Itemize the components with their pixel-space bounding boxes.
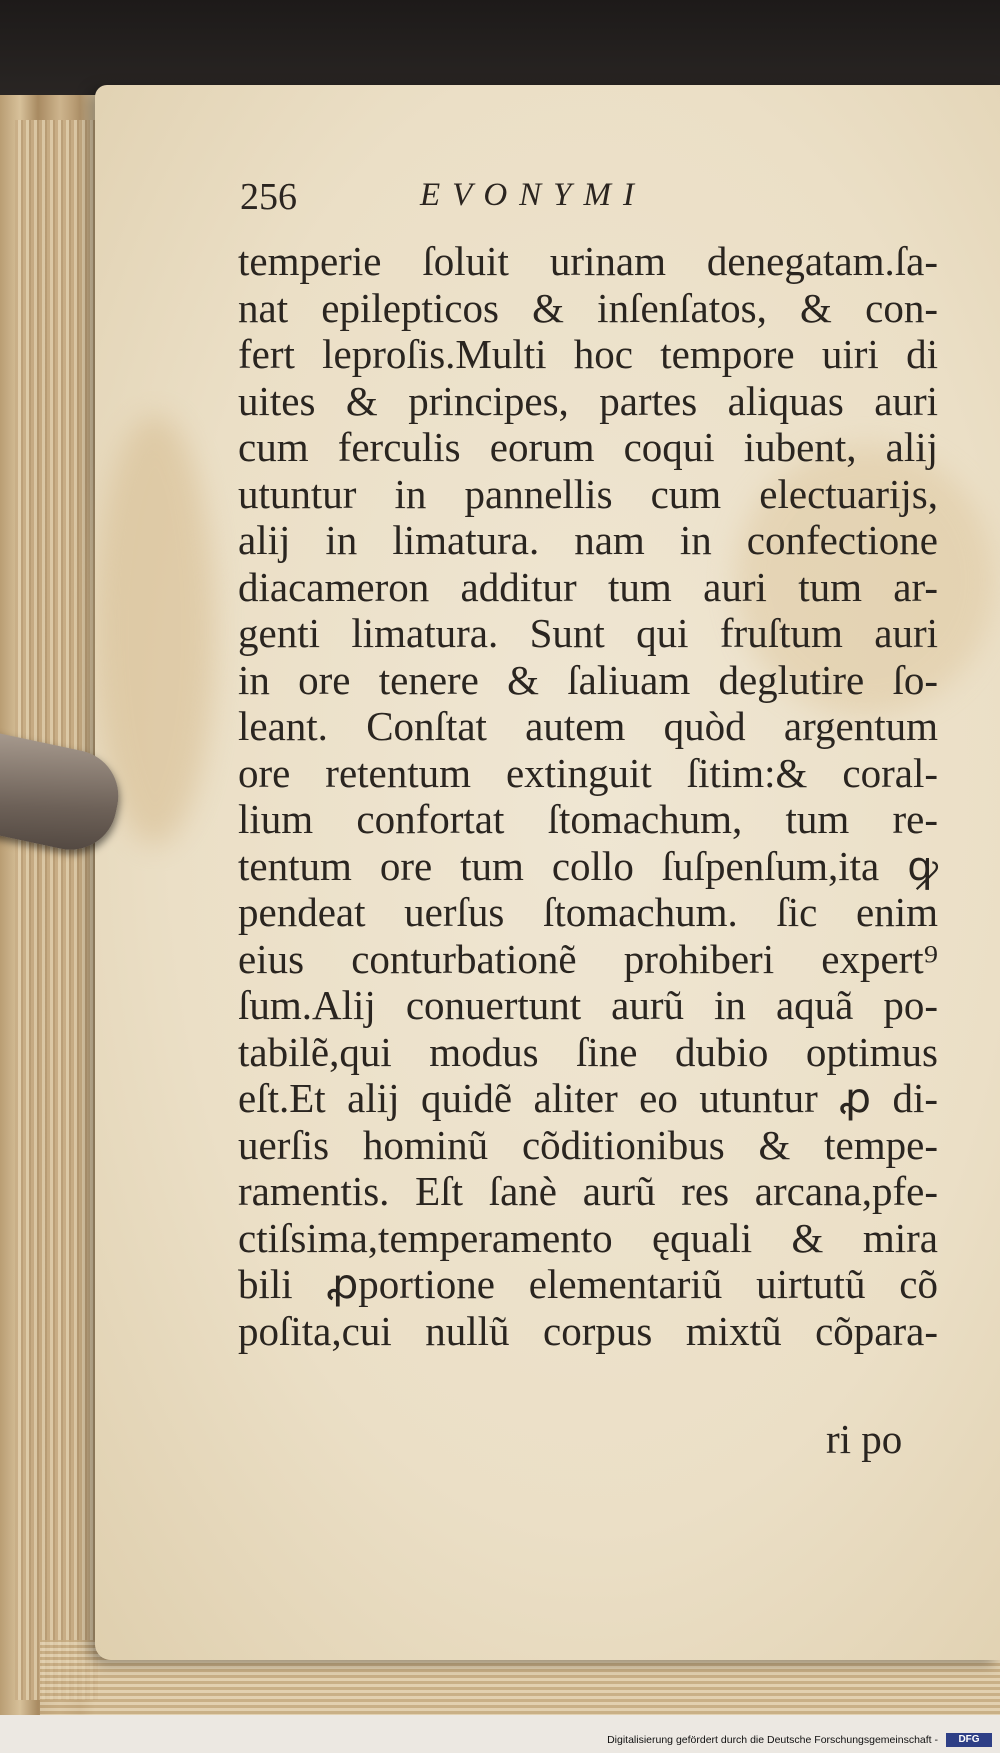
text-line: diacameron additur tum auri tum ar- [238, 563, 938, 610]
page-number: 256 [240, 176, 297, 218]
text-line: lium confortat ſtomachum, tum re- [238, 796, 938, 842]
text-line: tabilẽ,qui modus ſine dubio optimus [238, 1028, 938, 1075]
text-line: pendeat uerſus ſtomachum. ſic enim [238, 889, 938, 935]
text-line: tentum ore tum collo ſuſpenſum,ita ꝙ [238, 842, 938, 889]
dfg-logo: DFG [946, 1733, 992, 1747]
text-line: alij in limatura. nam in confectione [238, 517, 938, 563]
text-line: ore retentum extinguit ſitim:& coral- [238, 749, 938, 796]
text-line: cum ferculis eorum coqui iubent, alij [238, 424, 938, 470]
text-block [238, 238, 938, 1354]
page-header [240, 175, 760, 221]
text-line: eius conturbationẽ prohiberi expert⁹ [238, 935, 938, 982]
text-line: ſum.Alij conuertunt aurũ in aquã po- [238, 982, 938, 1028]
text-line: fert leproſis.Multi hoc tempore uiri di [238, 331, 938, 377]
text-line: uites & principes, partes aliquas auri [238, 377, 938, 424]
digitization-credit: Digitalisierung gefördert durch die Deutsche Forschungsgemeinschaft - [607, 1734, 938, 1746]
text-line: uerſis hominũ cõditionibus & tempe- [238, 1121, 938, 1168]
text-line: temperie ſoluit urinam denegatam.ſa- [238, 238, 938, 284]
running-head: EVONYMI [420, 177, 647, 213]
catchword: ri po [826, 1416, 903, 1462]
text-line: poſita,cui nullũ corpus mixtũ cõpara- [238, 1307, 938, 1354]
page-edges-left [15, 120, 100, 1700]
text-line: ramentis. Eſt ſanè aurũ res arcana,pfe- [238, 1168, 938, 1214]
text-line: in ore tenere & ſaliuam deglutire ſo- [238, 656, 938, 703]
text-line: bili ꝓportione elementariũ uirtutũ cõ [238, 1261, 938, 1307]
text-line: ctiſsima,temperamento ęquali & mira [238, 1214, 938, 1261]
text-line: utuntur in pannellis cum electuarijs, [238, 470, 938, 517]
text-line: leant. Conſtat autem quòd argentum [238, 703, 938, 749]
text-line: eſt.Et alij quidẽ aliter eo utuntur ꝓ di- [238, 1075, 938, 1121]
text-line: nat epilepticos & inſenſatos, & con- [238, 284, 938, 331]
text-line: genti limatura. Sunt qui fruſtum auri [238, 610, 938, 656]
